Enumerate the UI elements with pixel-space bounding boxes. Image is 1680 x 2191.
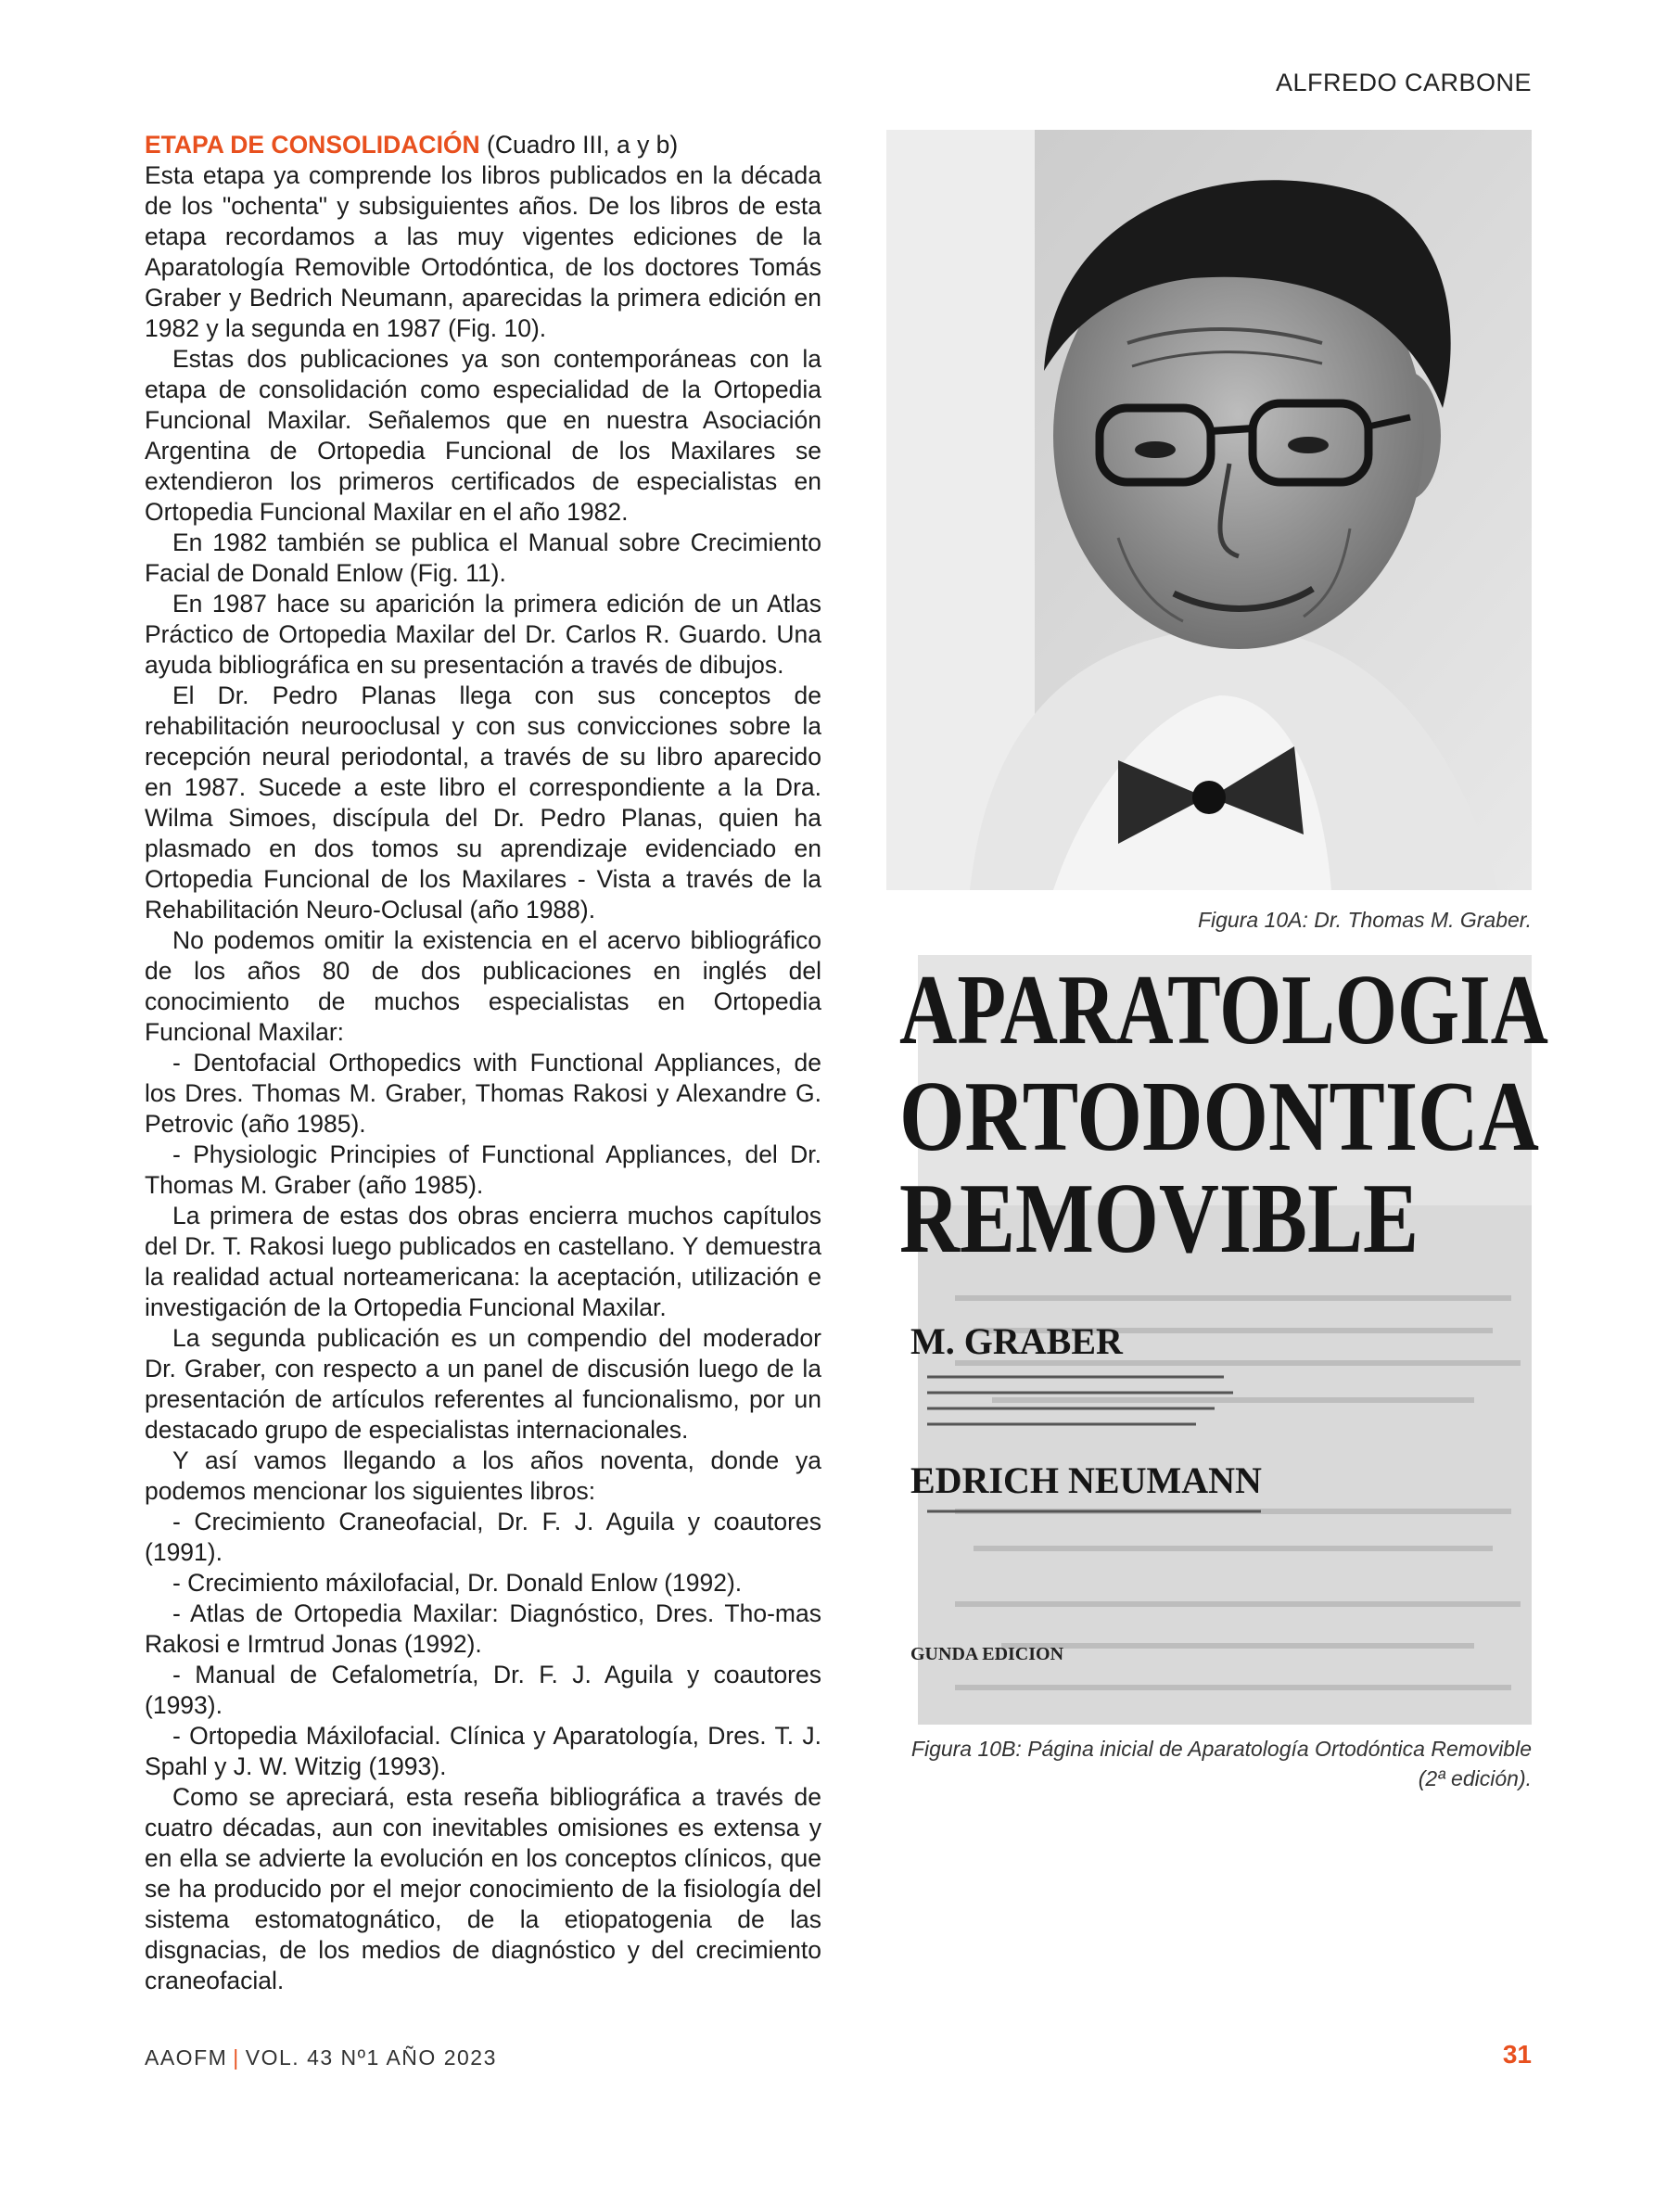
journal-volume: VOL. 43 Nº1 AÑO 2023 <box>245 2045 497 2070</box>
journal-name: AAOFM <box>145 2045 228 2070</box>
page-number: 31 <box>1502 2040 1532 2069</box>
figure-10b-caption-line-2: (2ª edición). <box>1418 1766 1532 1790</box>
list-item: - Manual de Cefalometría, Dr. F. J. Aguila y coautores (1993). <box>145 1661 821 1719</box>
section-heading-suffix: (Cuadro III, a y b) <box>479 131 679 159</box>
list-item: - Dentofacial Orthopedics with Functional Appliances, de los Dres. Thomas M. Graber, Thomas Rakosi y Alexandre G. Petrovic (año 1985). <box>145 1049 821 1138</box>
article-body <box>145 130 821 1996</box>
book-title-line-1: APARATOLOGIA <box>899 955 1549 1065</box>
paragraph: Y así vamos llegando a los años noventa, donde ya podemos mencionar los siguientes libros: <box>145 1446 821 1505</box>
paragraph: Esta etapa ya comprende los libros publicados en la década de los "ochenta" y subsiguientes años. De los libros de esta etapa recordamos a las muy vigentes ediciones de la Aparatología Removible Ortodóntica, de los doctores Tomás Graber y Bedrich Neumann, aparecidas la primera edición en 1982 y la segunda en 1987 (Fig. 10). <box>145 161 821 342</box>
book-author-1: M. GRABER <box>910 1320 1123 1362</box>
figure-10a-caption: Figura 10A: Dr. Thomas M. Graber. <box>1197 908 1532 932</box>
list-item: - Physiologic Principies of Functional Appliances, del Dr. Thomas M. Graber (año 1985). <box>145 1140 821 1199</box>
book-author-2: EDRICH NEUMANN <box>910 1459 1262 1501</box>
portrait-photo <box>886 130 1532 890</box>
paragraph: En 1987 hace su aparición la primera edición de un Atlas Práctico de Ortopedia Maxilar del Dr. Carlos R. Guardo. Una ayuda bibliográfica en su presentación a través de dibujos. <box>145 590 821 679</box>
book-title-line-3: REMOVIBLE <box>899 1164 1419 1274</box>
book-title-line-2: ORTODONTICA <box>899 1062 1540 1172</box>
figure-10b-caption-line-1: Figura 10B: Página inicial de Aparatología Ortodóntica Removible <box>910 1737 1532 1761</box>
portrait-illustration <box>886 130 1532 890</box>
paragraph: No podemos omitir la existencia en el acervo bibliográfico de los años 80 de dos publicaciones en inglés del conocimiento de muchos especialistas en Ortopedia Funcional Maxilar: <box>145 926 821 1046</box>
page-footer <box>145 2045 497 2070</box>
paragraph: Estas dos publicaciones ya son contemporáneas con la etapa de consolidación como especialidad de la Ortopedia Funcional Maxilar. Señalemos que en nuestra Asociación Argentina de Ortopedia Funcional de los Maxilares se extendieron los primeros certificados de especialistas en Ortopedia Funcional Maxilar en el año 1982. <box>145 345 821 526</box>
book-page-illustration <box>899 955 1549 1725</box>
footer-separator: | <box>233 2045 240 2070</box>
list-item: - Ortopedia Máxilofacial. Clínica y Aparatología, Dres. T. J. Spahl y J. W. Witzig (1993). <box>145 1722 821 1780</box>
book-edition: GUNDA EDICION <box>910 1644 1064 1664</box>
section-heading-title: ETAPA DE CONSOLIDACIÓN <box>145 131 480 159</box>
paragraph: Como se apreciará, esta reseña bibliográfica a través de cuatro décadas, aun con inevitables omisiones es extensa y en ella se advierte la evolución en los conceptos clínicos, que se ha producido por el mejor conocimiento de la fisiología del sistema estomatognático, de la etiopatogenia de las disgnacias, de los medios de diagnóstico y del crecimiento craneofacial. <box>145 1783 821 1994</box>
list-item: - Crecimiento Craneofacial, Dr. F. J. Aguila y coautores (1991). <box>145 1508 821 1566</box>
paragraph: La segunda publicación es un compendio del moderador Dr. Graber, con respecto a un panel de discusión luego de la presentación de artículos referentes al funcionalismo, por un destacado grupo de especialistas internacionales. <box>145 1324 821 1444</box>
running-title: ALFREDO CARBONE <box>1275 69 1532 96</box>
figure-10b-caption <box>864 1734 1532 1793</box>
book-title-page <box>899 955 1549 1725</box>
list-item: - Crecimiento máxilofacial, Dr. Donald Enlow (1992). <box>172 1569 743 1597</box>
paragraph: El Dr. Pedro Planas llega con sus conceptos de rehabilitación neurooclusal y con sus convicciones sobre la recepción neural periodontal, a través de su libro aparecido en 1987. Sucede a este libro el correspondiente a la Dra. Wilma Simoes, discípula del Dr. Pedro Planas, quien ha plasmado en dos tomos su aprendizaje evidenciado en Ortopedia Funcional de los Maxilares - Vista a través de la Rehabilitación Neuro-Oclusal (año 1988). <box>145 682 821 924</box>
list-item: - Atlas de Ortopedia Maxilar: Diagnóstico, Dres. Tho-mas Rakosi e Irmtrud Jonas (1992). <box>145 1599 821 1658</box>
paragraph: En 1982 también se publica el Manual sobre Crecimiento Facial de Donald Enlow (Fig. 11). <box>145 529 821 587</box>
section-heading <box>145 130 821 160</box>
paragraph: La primera de estas dos obras encierra muchos capítulos del Dr. T. Rakosi luego publicados en castellano. Y demuestra la realidad actual norteamericana: la aceptación, utilización e investigación de la Ortopedia Funcional Maxilar. <box>145 1202 821 1321</box>
